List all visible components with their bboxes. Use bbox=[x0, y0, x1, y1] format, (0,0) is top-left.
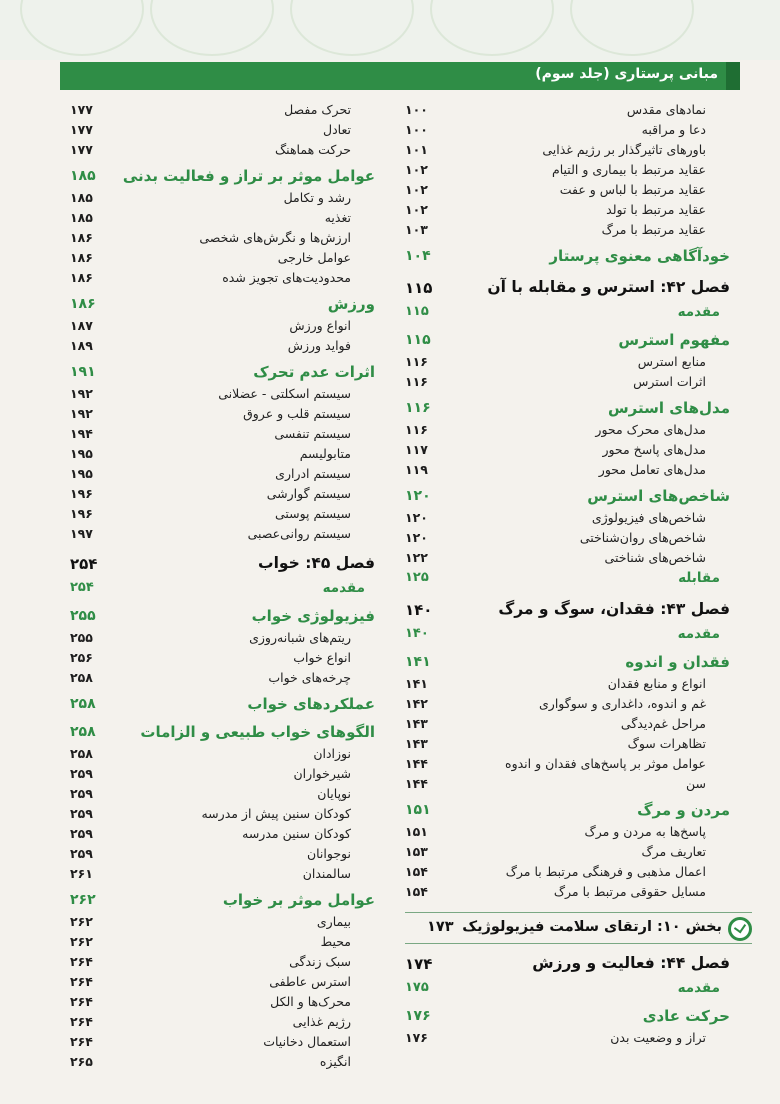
toc-entry bbox=[70, 444, 375, 464]
entry-title: نوزادان bbox=[313, 746, 351, 761]
toc-entry bbox=[405, 508, 730, 528]
chapter-heading bbox=[70, 552, 375, 578]
entry-title: محرک‌ها و الکل bbox=[270, 994, 351, 1009]
part-heading bbox=[405, 912, 752, 944]
toc-entry bbox=[405, 220, 730, 240]
entry-title: فصل ۴۳: فقدان، سوگ و مرگ bbox=[498, 600, 730, 618]
entry-title: تظاهرات سوگ bbox=[627, 736, 706, 751]
entry-title: سیستم اسکلتی - عضلانی bbox=[218, 386, 351, 401]
page-number: ۱۲۵ bbox=[405, 570, 429, 585]
page-number: ۲۵۹ bbox=[70, 826, 93, 841]
entry-title: عوامل خارجی bbox=[277, 250, 351, 265]
running-header bbox=[60, 62, 740, 90]
toc-entry bbox=[70, 120, 375, 140]
page-number: ۱۷۶ bbox=[405, 1008, 431, 1024]
toc-entry bbox=[70, 972, 375, 992]
toc-entry bbox=[405, 120, 730, 140]
toc-entry bbox=[70, 912, 375, 932]
entry-title: تعاریف مرگ bbox=[641, 844, 706, 859]
entry-title: سیستم گوارشی bbox=[266, 486, 351, 501]
page-number: ۱۸۹ bbox=[70, 338, 93, 353]
page-number: ۱۴۰ bbox=[405, 601, 433, 619]
toc-entry bbox=[70, 668, 375, 688]
page-number: ۱۲۲ bbox=[405, 550, 428, 565]
entry-title: انگیزه bbox=[319, 1054, 351, 1069]
toc-entry bbox=[70, 1012, 375, 1032]
entry-title: فصل ۴۵: خواب bbox=[258, 554, 375, 572]
entry-title: شاخص‌های استرس bbox=[587, 487, 730, 505]
entry-title: کودکان سنین مدرسه bbox=[242, 826, 351, 841]
page-number: ۱۹۵ bbox=[70, 466, 93, 481]
page-number: ۲۵۵ bbox=[70, 630, 93, 645]
toc-entry bbox=[405, 674, 730, 694]
page-number: ۱۵۴ bbox=[405, 884, 428, 899]
toc-entry bbox=[405, 352, 730, 372]
section-heading bbox=[405, 1006, 730, 1028]
section-heading bbox=[70, 722, 375, 744]
toc-entry bbox=[70, 844, 375, 864]
entry-title: ورزش bbox=[327, 295, 375, 313]
toc-entry bbox=[70, 992, 375, 1012]
page-number: ۲۵۸ bbox=[70, 696, 96, 712]
chapter-heading bbox=[405, 952, 730, 978]
entry-title: سالمندان bbox=[302, 866, 351, 881]
entry-title: فیزیولوژی خواب bbox=[251, 607, 375, 625]
page-number: ۱۰۲ bbox=[405, 182, 428, 197]
page-number: ۱۲۰ bbox=[405, 530, 428, 545]
entry-title: اعمال مذهبی و فرهنگی مرتبط با مرگ bbox=[505, 864, 706, 879]
entry-title: ریتم‌های شبانه‌روزی bbox=[249, 630, 351, 645]
toc-entry bbox=[70, 208, 375, 228]
toc-entry bbox=[70, 648, 375, 668]
page-number: ۲۵۹ bbox=[70, 766, 93, 781]
page-number: ۱۷۵ bbox=[405, 980, 429, 995]
page-number: ۱۹۶ bbox=[70, 506, 93, 521]
leaf-pattern bbox=[430, 0, 554, 56]
entry-title: مقدمه bbox=[322, 580, 365, 596]
page-number: ۲۶۵ bbox=[70, 1054, 93, 1069]
section-heading bbox=[70, 606, 375, 628]
entry-title: متابولیسم bbox=[299, 446, 351, 461]
toc-entry bbox=[405, 774, 730, 794]
toc-entry bbox=[70, 404, 375, 424]
page-number: ۲۶۴ bbox=[70, 1034, 93, 1049]
page-number: ۱۴۲ bbox=[405, 696, 428, 711]
book-title: مبانی پرستاری (جلد سوم) bbox=[535, 66, 718, 82]
entry-title: مسایل حقوقی مرتبط با مرگ bbox=[553, 884, 706, 899]
page-number: ۱۸۶ bbox=[70, 270, 93, 285]
entry-title: کودکان سنین پیش از مدرسه bbox=[201, 806, 351, 821]
toc-entry bbox=[70, 268, 375, 288]
page-number: ۱۴۳ bbox=[405, 716, 428, 731]
entry-title: محدودیت‌های تجویز شده bbox=[222, 270, 351, 285]
page-number: ۱۰۳ bbox=[405, 222, 428, 237]
page-number: ۲۶۲ bbox=[70, 892, 96, 908]
entry-title: شاخص‌های فیزیولوژی bbox=[591, 510, 706, 525]
page-number: ۲۵۸ bbox=[70, 724, 96, 740]
entry-title: حرکت هماهنگ bbox=[274, 142, 351, 157]
toc-entry bbox=[405, 548, 730, 568]
entry-title: عوامل موثر بر تراز و فعالیت بدنی bbox=[122, 167, 375, 185]
leaf-pattern bbox=[150, 0, 274, 56]
entry-title: سیستم پوستی bbox=[274, 506, 351, 521]
toc-entry bbox=[70, 1032, 375, 1052]
chapter-heading bbox=[405, 598, 730, 624]
toc-entry bbox=[70, 952, 375, 972]
toc-entry bbox=[405, 140, 730, 160]
entry-title: انواع خواب bbox=[293, 650, 351, 665]
toc-entry bbox=[70, 464, 375, 484]
entry-title: ارزش‌ها و نگرش‌های شخصی bbox=[199, 230, 351, 245]
toc-entry bbox=[405, 714, 730, 734]
toc-entry bbox=[405, 100, 730, 120]
page-number: ۱۹۵ bbox=[70, 446, 93, 461]
page-number: ۱۸۷ bbox=[70, 318, 93, 333]
page-number: ۱۱۵ bbox=[405, 279, 433, 297]
section-heading bbox=[405, 486, 730, 508]
entry-title: باورهای تاثیرگذار بر رژیم غذایی bbox=[542, 142, 706, 157]
intro-heading bbox=[405, 302, 730, 324]
entry-title: فواید ورزش bbox=[287, 338, 351, 353]
page-number: ۱۵۱ bbox=[405, 824, 428, 839]
page-number: ۱۸۵ bbox=[70, 210, 93, 225]
toc-entry bbox=[70, 784, 375, 804]
entry-title: سیستم قلب و عروق bbox=[243, 406, 351, 421]
page-number: ۲۶۱ bbox=[70, 866, 93, 881]
entry-title: استرس عاطفی bbox=[269, 974, 351, 989]
entry-title: شاخص‌های روان‌شناختی bbox=[579, 530, 706, 545]
page-number: ۱۹۱ bbox=[70, 364, 96, 380]
entry-title: دعا و مراقبه bbox=[641, 122, 706, 137]
entry-title: مفهوم استرس bbox=[618, 331, 730, 349]
entry-title: مقدمه bbox=[677, 626, 720, 642]
page-number: ۱۴۱ bbox=[405, 654, 431, 670]
page-number: ۱۷۶ bbox=[405, 1030, 428, 1045]
page-number: ۲۶۲ bbox=[70, 934, 93, 949]
page-number: ۲۵۸ bbox=[70, 746, 93, 761]
page-number: ۱۴۳ bbox=[405, 736, 428, 751]
entry-title: سبک زندگی bbox=[289, 954, 351, 969]
page-number: ۱۰۲ bbox=[405, 162, 428, 177]
toc-entry bbox=[405, 180, 730, 200]
page-number: ۱۸۶ bbox=[70, 296, 96, 312]
entry-title: سیستم روانی‌عصبی bbox=[247, 526, 351, 541]
toc-entry bbox=[405, 160, 730, 180]
toc-entry bbox=[70, 932, 375, 952]
entry-title: تغذیه bbox=[324, 210, 351, 225]
chapter-heading bbox=[405, 276, 730, 302]
section-heading bbox=[405, 330, 730, 352]
toc-entry bbox=[70, 248, 375, 268]
page-number: ۱۱۶ bbox=[405, 400, 431, 416]
entry-title: مقدمه bbox=[677, 304, 720, 320]
page-number: ۱۱۶ bbox=[405, 354, 428, 369]
page-number: ۱۱۶ bbox=[405, 422, 428, 437]
toc-entry bbox=[405, 1028, 730, 1048]
page-number: ۱۷۷ bbox=[70, 122, 93, 137]
entry-title: عوامل موثر بر پاسخ‌های فقدان و اندوه bbox=[505, 756, 706, 771]
header-cap bbox=[726, 62, 740, 90]
toc-entry bbox=[70, 764, 375, 784]
page-number: ۱۸۵ bbox=[70, 190, 93, 205]
page-number: ۲۶۴ bbox=[70, 994, 93, 1009]
page-number: ۲۵۶ bbox=[70, 650, 93, 665]
page-number: ۱۹۲ bbox=[70, 386, 93, 401]
section-heading bbox=[405, 398, 730, 420]
entry-title: مردن و مرگ bbox=[637, 801, 730, 819]
page-number: ۲۵۸ bbox=[70, 670, 93, 685]
page-number: ۱۷۳ bbox=[427, 919, 454, 935]
toc-entry bbox=[70, 188, 375, 208]
page-number: ۱۲۰ bbox=[405, 488, 431, 504]
entry-title: مقابله bbox=[678, 570, 720, 586]
toc-entry bbox=[405, 822, 730, 842]
entry-title: الگوهای خواب طبیعی و الزامات bbox=[140, 723, 375, 741]
toc-entry bbox=[70, 424, 375, 444]
toc-entry bbox=[70, 316, 375, 336]
toc-entry bbox=[70, 100, 375, 120]
section-heading bbox=[70, 362, 375, 384]
page-number: ۱۱۷ bbox=[405, 442, 428, 457]
entry-title: منابع استرس bbox=[637, 354, 706, 369]
page-number: ۱۵۴ bbox=[405, 864, 428, 879]
page-number: ۱۹۷ bbox=[70, 526, 93, 541]
entry-title: مقدمه bbox=[677, 980, 720, 996]
entry-title: عقاید مرتبط با تولد bbox=[606, 202, 706, 217]
entry-title: انواع ورزش bbox=[289, 318, 351, 333]
entry-title: سن bbox=[686, 776, 706, 791]
toc-entry bbox=[405, 842, 730, 862]
page-number: ۲۵۹ bbox=[70, 786, 93, 801]
entry-title: فقدان و اندوه bbox=[625, 653, 730, 671]
toc-entry bbox=[70, 744, 375, 764]
toc-entry bbox=[70, 1052, 375, 1072]
page-number: ۱۸۵ bbox=[70, 168, 96, 184]
page-number: ۲۵۹ bbox=[70, 846, 93, 861]
page-number: ۱۰۰ bbox=[405, 102, 428, 117]
page-number: ۱۰۲ bbox=[405, 202, 428, 217]
entry-title: مدل‌های محرک محور bbox=[595, 422, 706, 437]
entry-title: عقاید مرتبط با لباس و عفت bbox=[559, 182, 706, 197]
leaf-pattern bbox=[290, 0, 414, 56]
page-number: ۲۵۹ bbox=[70, 806, 93, 821]
toc-entry bbox=[405, 754, 730, 774]
page-number: ۲۵۴ bbox=[70, 555, 98, 573]
entry-title: پاسخ‌ها به مردن و مرگ bbox=[584, 824, 706, 839]
page-number: ۱۷۷ bbox=[70, 102, 93, 117]
entry-title: تحرک مفصل bbox=[284, 102, 351, 117]
toc-entry bbox=[70, 140, 375, 160]
toc-entry bbox=[405, 420, 730, 440]
entry-title: عملکردهای خواب bbox=[247, 695, 375, 713]
section-heading bbox=[70, 890, 375, 912]
entry-title: غم و اندوه، داغداری و سوگواری bbox=[539, 696, 706, 711]
entry-title: شاخص‌های شناختی bbox=[604, 550, 706, 565]
check-circle-icon bbox=[728, 917, 752, 941]
entry-title: رژیم غذایی bbox=[292, 1014, 351, 1029]
page-number: ۱۲۰ bbox=[405, 510, 428, 525]
entry-title: حرکت عادی bbox=[642, 1007, 730, 1025]
section-heading bbox=[70, 294, 375, 316]
toc-entry bbox=[405, 882, 730, 902]
entry-title: عوامل موثر بر خواب bbox=[222, 891, 375, 909]
page-number: ۱۰۴ bbox=[405, 248, 431, 264]
section-heading bbox=[70, 166, 375, 188]
entry-title: مدل‌های پاسخ محور bbox=[602, 442, 706, 457]
toc-entry bbox=[405, 528, 730, 548]
page-number: ۲۶۴ bbox=[70, 1014, 93, 1029]
toc-entry bbox=[405, 862, 730, 882]
toc-entry bbox=[405, 460, 730, 480]
entry-title: بیماری bbox=[316, 914, 351, 929]
toc-entry bbox=[70, 336, 375, 356]
page-number: ۱۷۷ bbox=[70, 142, 93, 157]
intro-heading bbox=[70, 578, 375, 600]
entry-title: عقاید مرتبط با بیماری و التیام bbox=[551, 162, 706, 177]
toc-entry bbox=[405, 440, 730, 460]
page-number: ۱۴۱ bbox=[405, 676, 428, 691]
toc-entry bbox=[70, 484, 375, 504]
page-number: ۱۸۶ bbox=[70, 230, 93, 245]
page-number: ۱۴۴ bbox=[405, 776, 428, 791]
page-number: ۱۹۴ bbox=[70, 426, 93, 441]
page-number: ۱۱۵ bbox=[405, 304, 429, 319]
entry-title: مراحل غم‌دیدگی bbox=[620, 716, 706, 731]
page-number: ۱۴۴ bbox=[405, 756, 428, 771]
entry-title: انواع و منابع فقدان bbox=[607, 676, 706, 691]
toc-entry bbox=[70, 824, 375, 844]
entry-title: نمادهای مقدس bbox=[626, 102, 706, 117]
page-number: ۲۶۴ bbox=[70, 954, 93, 969]
section-heading bbox=[405, 652, 730, 674]
toc-entry bbox=[405, 372, 730, 392]
page-number: ۱۱۵ bbox=[405, 332, 431, 348]
intro-heading bbox=[405, 624, 730, 646]
entry-title: چرخه‌های خواب bbox=[268, 670, 351, 685]
section-heading bbox=[405, 800, 730, 822]
page-number: ۲۶۴ bbox=[70, 974, 93, 989]
entry-title: نوپایان bbox=[317, 786, 351, 801]
toc-entry bbox=[70, 504, 375, 524]
page-number: ۱۰۰ bbox=[405, 122, 428, 137]
entry-title: محیط bbox=[320, 934, 351, 949]
entry-title: مدل‌های تعامل محور bbox=[598, 462, 706, 477]
toc-entry bbox=[70, 628, 375, 648]
toc-entry bbox=[70, 804, 375, 824]
toc-entry bbox=[70, 228, 375, 248]
toc-entry bbox=[70, 524, 375, 544]
entry-title: تعادل bbox=[323, 122, 351, 137]
entry-title: نوجوانان bbox=[306, 846, 351, 861]
toc-column-left bbox=[70, 100, 375, 1072]
entry-title: شیرخواران bbox=[293, 766, 351, 781]
section-heading bbox=[405, 246, 730, 268]
entry-title: خودآگاهی معنوی پرستار bbox=[549, 247, 730, 265]
entry-title: عقاید مرتبط با مرگ bbox=[601, 222, 706, 237]
page-number: ۱۵۳ bbox=[405, 844, 428, 859]
page-number: ۱۰۱ bbox=[405, 142, 428, 157]
page-number: ۱۸۶ bbox=[70, 250, 93, 265]
entry-title: اثرات استرس bbox=[633, 374, 706, 389]
entry-title: بخش ۱۰: ارتقای سلامت فیزیولوژیک bbox=[462, 919, 722, 935]
toc-entry bbox=[405, 694, 730, 714]
page-number: ۱۴۰ bbox=[405, 626, 429, 641]
entry-title: رشد و تکامل bbox=[283, 190, 351, 205]
top-decoration bbox=[0, 0, 780, 60]
entry-title: استعمال دخانیات bbox=[263, 1034, 351, 1049]
toc-entry bbox=[405, 200, 730, 220]
entry-title: فصل ۴۲: استرس و مقابله با آن bbox=[487, 278, 730, 296]
section-heading bbox=[70, 694, 375, 716]
toc-entry bbox=[405, 734, 730, 754]
page-number: ۲۵۵ bbox=[70, 608, 96, 624]
toc-entry bbox=[70, 864, 375, 884]
entry-title: اثرات عدم تحرک bbox=[253, 363, 375, 381]
entry-title: سیستم ادراری bbox=[275, 466, 351, 481]
toc-entry bbox=[70, 384, 375, 404]
entry-title: سیستم تنفسی bbox=[274, 426, 351, 441]
intro-heading bbox=[405, 568, 730, 590]
page-number: ۱۹۶ bbox=[70, 486, 93, 501]
intro-heading bbox=[405, 978, 730, 1000]
toc-column-right bbox=[405, 100, 730, 1048]
entry-title: تراز و وضعیت بدن bbox=[610, 1030, 706, 1045]
page-number: ۱۱۶ bbox=[405, 374, 428, 389]
entry-title: فصل ۴۴: فعالیت و ورزش bbox=[532, 954, 730, 972]
page-number: ۲۶۲ bbox=[70, 914, 93, 929]
page-number: ۱۷۴ bbox=[405, 955, 433, 973]
page-number: ۱۹۲ bbox=[70, 406, 93, 421]
page-number: ۱۵۱ bbox=[405, 802, 431, 818]
leaf-pattern bbox=[570, 0, 694, 56]
page-number: ۲۵۴ bbox=[70, 580, 94, 595]
leaf-pattern bbox=[20, 0, 144, 56]
entry-title: مدل‌های استرس bbox=[607, 399, 730, 417]
page-number: ۱۱۹ bbox=[405, 462, 428, 477]
